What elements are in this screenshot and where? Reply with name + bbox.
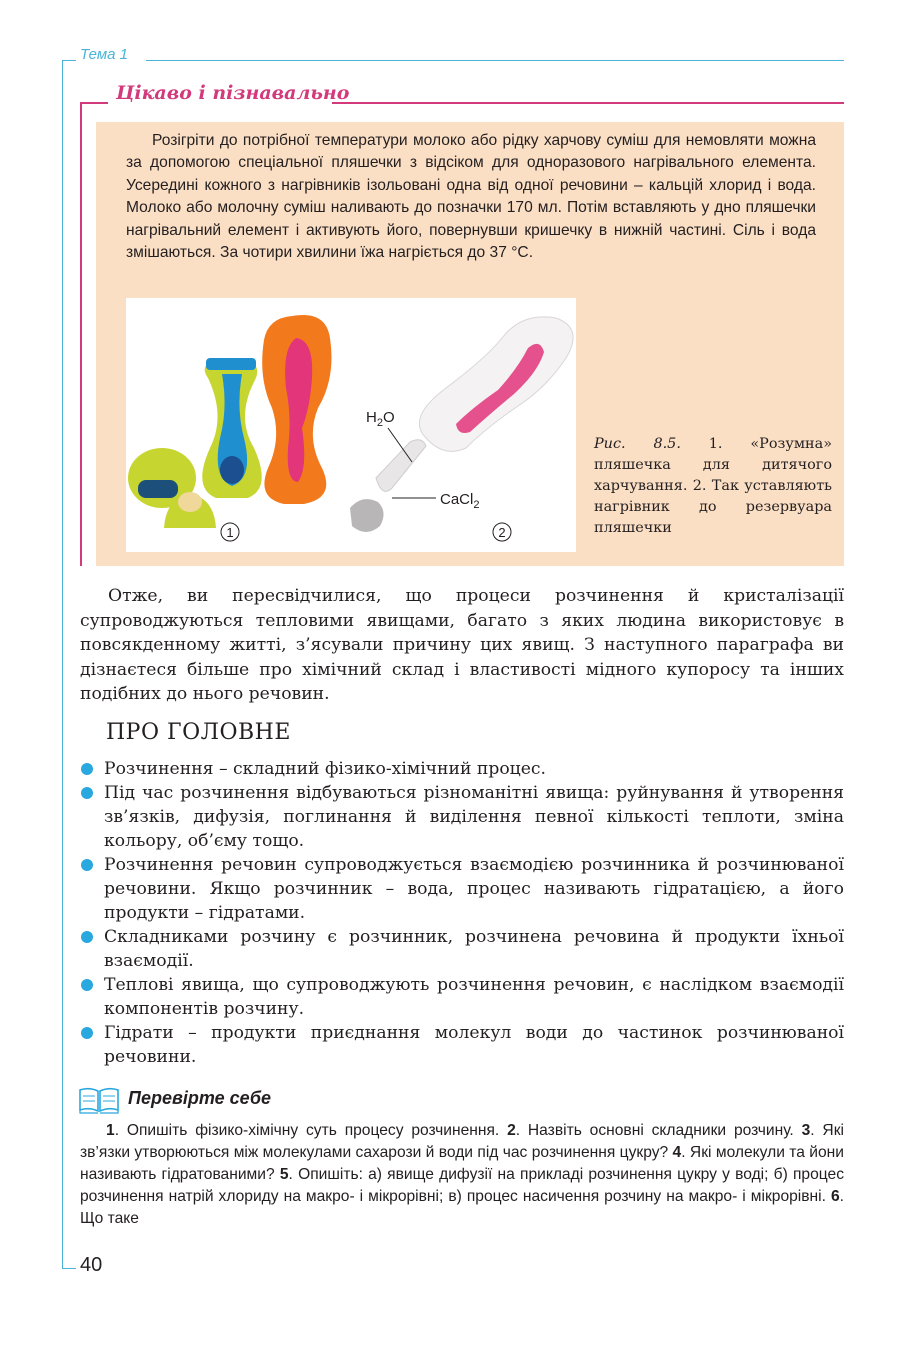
blue-core xyxy=(220,456,244,484)
margin-rule xyxy=(62,60,63,1268)
bullet-dot xyxy=(81,931,93,943)
question-text: . Назвіть основні складники розчину. xyxy=(515,1122,802,1139)
question-number: 1 xyxy=(106,1122,115,1139)
baby-bottle-illustration xyxy=(126,298,576,552)
question-number: 2 xyxy=(507,1122,516,1139)
bullet-dot xyxy=(81,979,93,991)
question-text: . Опишіть фізико-хімічну суть процесу розчинення. xyxy=(114,1122,508,1139)
question-text: . Що таке xyxy=(80,1188,844,1227)
summary-title: ПРО ГОЛОВНЕ xyxy=(106,720,291,745)
section-rule-lead xyxy=(80,102,108,104)
figure-caption xyxy=(594,434,832,539)
cacl2-label: CaCl$_2$ xyxy=(440,491,480,511)
cap-window xyxy=(138,480,178,498)
question-text: . Які молекули та йони називають гідратованими? xyxy=(80,1144,845,1183)
self-check-title: Перевірте себе xyxy=(128,1088,272,1108)
bullet-dot xyxy=(81,787,93,799)
summary-item xyxy=(80,973,844,1021)
marker-1: 1 xyxy=(226,525,234,540)
heater-cap xyxy=(350,499,384,532)
bullet-dot xyxy=(81,763,93,775)
question-text: . Які зв’язки утворюються між молекулами сахарози й води під час розчинення цукру? xyxy=(80,1122,844,1161)
summary-list xyxy=(80,757,844,1069)
page-number: 40 xyxy=(80,1254,103,1276)
summary-item xyxy=(80,925,844,973)
info-box-paragraph: Розігріти до потрібної температури молоко або рідку харчову суміш для немовляти можна за допомогою спеціальної пляшечки з відсіком для одноразового нагрівального елемента. Усередині кожного з нагрівників ізольовані одна від одної речовини – кальцій хлорид і вода. Молоко або молочну суміш наливають до позначки 170 мл. Потім вставляють у дно пляшечки нагрівальний елемент і активують його, повернувши кришечку в нижній частині. Сіль і вода змішаються. За чотири хвилини їжа нагріється до 37 °С. xyxy=(126,132,816,262)
header-line xyxy=(146,60,844,61)
section-rule xyxy=(332,102,844,104)
heater-element xyxy=(376,440,426,492)
marker-2: 2 xyxy=(498,525,506,540)
bottle-collar xyxy=(206,358,256,370)
margin-rule-bottom xyxy=(62,1268,76,1269)
info-box-text xyxy=(126,130,816,264)
summary-item xyxy=(80,1021,844,1069)
summary-item-text: Під час розчинення відбуваються різноманітні явища: руйнування й утворення зв’язків, дифузія, поглинання й виділення певної кількості теплоти, зміна кольору, об’єму тощо. xyxy=(104,783,844,851)
question-number: 3 xyxy=(801,1122,811,1139)
figure-ref: Рис. 8.5. xyxy=(594,436,681,452)
question-number: 5 xyxy=(279,1166,289,1183)
self-check-questions xyxy=(80,1120,844,1230)
summary-item-text: Теплові явища, що супроводжують розчинення речовин, є наслідком взаємодії компонентів розчину. xyxy=(104,975,844,1019)
margin-rule-top xyxy=(62,60,76,61)
summary-item-text: Розчинення – складний фізико-хімічний процес. xyxy=(104,759,546,779)
question-number: 6 xyxy=(830,1188,840,1205)
summary-item-text: Розчинення речовин супроводжується взаємодією розчинника й розчинюваної речовини. Якщо розчинник – вода, процес називають гідратацією, а його продукти – гідратами. xyxy=(104,855,844,923)
topic-label: Тема 1 xyxy=(80,46,128,63)
summary-item-text: Гідрати – продукти приєднання молекул води до частинок розчинюваної речовини. xyxy=(104,1023,844,1067)
summary-item-text: Складниками розчину є розчинник, розчинена речовина й продукти їхньої взаємодії. xyxy=(104,927,844,971)
main-paragraph-text: Отже, ви пересвідчилися, що процеси розчинення й кристалізації супроводжуються тепловими явищами, багато з яких людина використовує в повсякденному житті, з’ясували причину цих явищ. З наступного параграфа ви дізнаєтеся більше про хімічний склад і властивості мідного купоросу та інших подібних до нього речовин. xyxy=(80,586,844,704)
section-rule-vertical xyxy=(80,102,82,566)
question-text: . Опишіть: а) явище дифузії на прикладі розчинення цукру у воді; б) процес розчинення натрій хлориду на макро- і мікрорівні; в) процес насичення розчину на макро- і мікрорівні. xyxy=(80,1166,844,1205)
bullet-dot xyxy=(81,1027,93,1039)
summary-item xyxy=(80,853,844,925)
summary-item xyxy=(80,757,844,781)
figure-caption-text: 1. «Розумна» пляшечка для дитячого харчування. 2. Так уставляють нагрівник до резервуара пляшечки xyxy=(594,436,832,536)
bullet-dot xyxy=(81,859,93,871)
summary-item xyxy=(80,781,844,853)
book-icon-svg xyxy=(78,1086,120,1114)
main-paragraph xyxy=(80,584,844,707)
h2o-label: $H_2O$ xyxy=(366,409,395,429)
section-title: Цікаво і пізнавально xyxy=(116,82,350,104)
nipple xyxy=(178,492,202,512)
white-bottle xyxy=(419,317,573,451)
question-number: 4 xyxy=(672,1144,682,1161)
book-icon xyxy=(78,1086,120,1118)
figure-photo xyxy=(126,298,576,552)
